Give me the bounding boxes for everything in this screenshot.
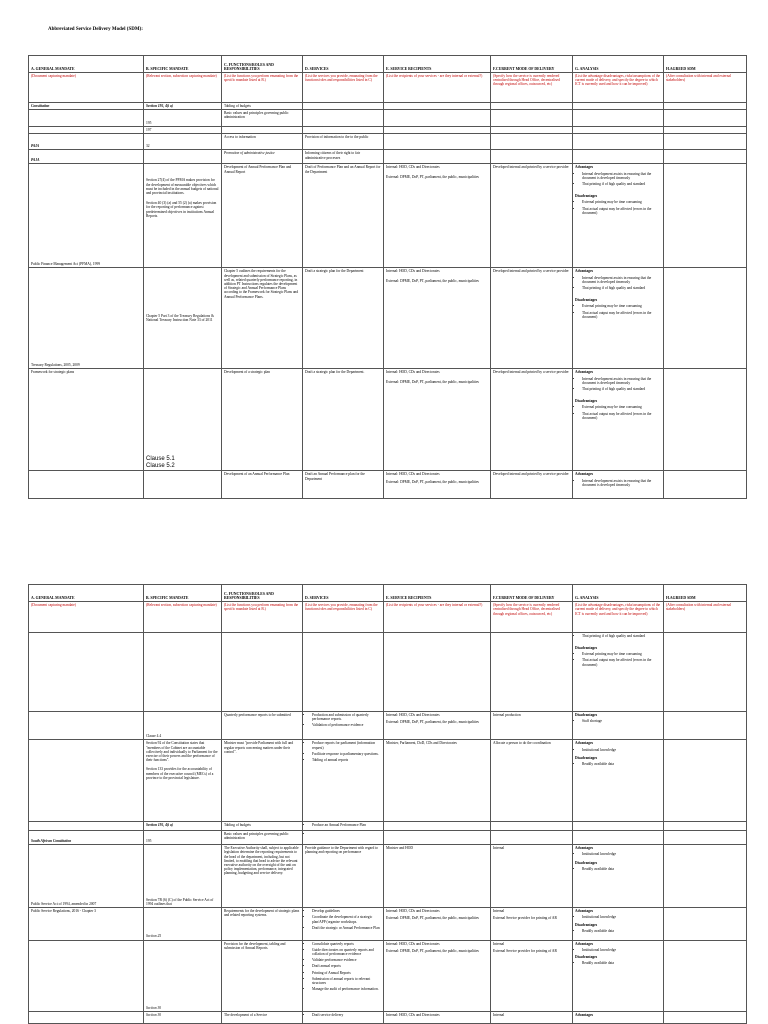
subheader-g: (List the advantage disadvantages, risks/assumptions of the current mode of delivery, and specify the degree to which ICT is currently used and how it can be improved)	[573, 602, 664, 632]
col-header-mode-of-delivery: F.CURRENT MODE OF DELIVERY	[491, 56, 573, 73]
list-item: • Manage the audit of performance information.	[312, 987, 381, 991]
cell-qpr-services	[303, 711, 384, 739]
col-header-general-mandate: A. GENERAL MANDATE	[29, 56, 144, 73]
cell-paja: PAJA	[29, 150, 144, 164]
cell-sec30-function: Provision for the development, tabling and submission of Annual Reports.	[222, 940, 303, 1011]
subheader-row	[29, 602, 747, 632]
cell-treasury-function: Chapter 5 outlines the requirements for the development and submission of Strategic Plans, as well as, related quarterly performance reporting, in addition PT Instructions regulates the development of Strategic and Annual Performance Plans according to the Framework for Strategic Plans and Annual Performance Plans.	[222, 268, 303, 369]
cell-sec30-services	[303, 940, 384, 1011]
cell-pfma-delivery: Developed internal and printed by a service provider	[491, 164, 573, 268]
cell-produce-app	[303, 821, 384, 830]
table-row	[29, 908, 747, 941]
subheader-d: (List the services you provide, emanating from the functions/roles and responsibilities listed in C)	[303, 602, 384, 632]
table-row	[29, 471, 747, 499]
list-item: • Readily available data	[582, 762, 661, 766]
col-header-specific-mandate: B. SPECIFIC MANDATE	[144, 585, 222, 602]
cell-pfma-analysis: Advantages • Internal development assists in ensuring that the document is developed timeously • That printing if of high quality and standard Disadvantages • External printing may be time consuming • That actual output may be affected (errors in the document)	[573, 164, 664, 268]
cell-tabling: Tabling of budgets	[222, 103, 303, 110]
sdm-table-page-1	[28, 55, 747, 499]
cell-basic-values: Basic values and principles governing public administration	[222, 110, 303, 127]
subheader-h: (After consultation with internal and external stakeholders)	[664, 73, 747, 103]
table-row	[29, 821, 747, 830]
table-row	[29, 1011, 747, 1023]
list-item: • Facilitate response to parliamentary questions.	[312, 752, 381, 756]
cell-psa-function: The Executive Authority shall, subject to applicable legislation determine the reporting requirements to the head of the department, including, but not limited, to enabling that head to advise the relevant executive authority on the oversight of the unit on policy implementation, performance, integrated planning, budgeting and service delivery.	[222, 845, 303, 908]
sdm-table-page-2	[28, 584, 747, 1024]
cell-psr-delivery: Internal External Service provider for printing of AR	[491, 908, 573, 941]
list-item: • That actual output may be affected (errors in the document)	[582, 207, 661, 215]
cell-constitution-recipients: Minister, Parliament, DoD, CDs and Directorates	[384, 740, 491, 821]
cell-framework-function: Development of a strategic plan	[222, 369, 303, 471]
pfma-section-40: Section 40 (3) (a) and 55 (2) (a) makes provision for the reporting of performance against predetermined objectives in institutions Annual Reports.	[146, 201, 217, 218]
pfma-section-27: Section 27(4) of the PFMA makes provision for the development of measurable objectives which must be included in the annual budgets of national and provincial institutions.	[146, 178, 219, 196]
table-row	[29, 940, 747, 1011]
cell-framework-analysis: Advantages • Internal development assists in ensuring that the document is developed timeously • That printing if of high quality and standard Disadvantages • External printing may be time consuming • That actual output may be affected (errors in the document)	[573, 369, 664, 471]
cell-constitution-analysis: Advantages • Institutional knowledge Disadvantages • Readily available data	[573, 740, 664, 821]
cell-framework: Framework for strategic plans	[29, 369, 144, 471]
cell-psa-act: Public Service Act of 1994, amended in 2007	[29, 845, 144, 908]
col-header-analysis: G. ANALYSIS	[573, 585, 664, 602]
list-item: • Institutional knowledge	[582, 748, 661, 752]
list-item: • Validation of performance evidence	[312, 723, 381, 727]
subheader-h: (After consultation with internal and external stakeholders)	[664, 602, 747, 632]
cell-section-30: Section 30	[144, 940, 222, 1011]
table-row	[29, 127, 747, 134]
document-title: Abbreviated Service Delivery Model (SDM):	[48, 27, 143, 32]
cell-app-service: Draft an Annual Performance plan for the Department	[303, 471, 384, 499]
table-row	[29, 632, 747, 711]
cell-continued-analysis: • That printing if of high quality and standard Disadvantages • External printing may be time consuming • That actual output may be affected (errors in the document)	[573, 632, 664, 711]
col-header-functions: C. FUNCTIONS/ROLES AND RESPONSIBILITIES	[222, 585, 303, 602]
cell-app-analysis: Advantages • Internal development assists in ensuring that the document is developed timeously	[573, 471, 664, 499]
subheader-c: (List the functions you perform emanating from the specific mandate listed at B.)	[222, 602, 303, 632]
list-item: • Submission of annual reports to relevant structures	[312, 977, 381, 985]
list-item: • Staff shortage	[582, 719, 661, 723]
table-row	[29, 150, 747, 164]
list-item: • Develop guidelines	[312, 909, 381, 913]
col-header-mode-of-delivery: F.CURRENT MODE OF DELIVERY	[491, 585, 573, 602]
col-header-agreed-sdm: H.AGREED SDM	[664, 585, 747, 602]
subheader-row	[29, 73, 747, 103]
cell-qpr-delivery: Internal production	[491, 711, 573, 739]
list-item: • That printing if of high quality and standard	[582, 387, 661, 391]
cell-constitution-specific: Section 92 of the Constitution states that "members of the Cabinet are accountable collectively and individually to Parliament for the exercise of their powers and the performance of their functions". Section 133 provides for the accountability of members of the executive council (MECs) of a province to the provincial legislature.	[144, 740, 222, 821]
list-item: • Draft annual reports	[312, 964, 381, 968]
cell-treasury-analysis: Advantages • Internal development assists in ensuring that the document is developed timeously • That printing if of high quality and standard Disadvantages • External printing may be time consuming • That actual output may be affected (errors in the document)	[573, 268, 664, 369]
col-header-recipients: E. SERVICE RECIPIENTS	[384, 56, 491, 73]
cell-last-analysis: Advantages	[573, 1011, 664, 1023]
cell-constitution: Constitution	[29, 103, 144, 110]
list-item: • That actual output may be affected (errors in the document)	[582, 311, 661, 319]
table-row	[29, 740, 747, 821]
list-item: • Draft service delivery	[312, 1013, 381, 1017]
list-item: • External printing may be time consuming	[582, 405, 661, 409]
list-item: • Readily available data	[582, 961, 661, 965]
col-header-services: D. SERVICES	[303, 585, 384, 602]
list-item: • External printing may be time consuming	[582, 304, 661, 308]
subheader-b: (Relevant section, subsection capturing mandate)	[144, 602, 222, 632]
list-item: • Internal development assists in ensuring that the document is developed timeously	[582, 377, 661, 385]
cell-sec30-delivery: Internal External Service provider for printing of AR	[491, 940, 573, 1011]
list-item: • Readily available data	[582, 929, 661, 933]
list-item: • Draft the strategic or Annual Performance Plan	[312, 926, 381, 930]
cell-treasury-service: Draft a strategic plan for the Department	[303, 268, 384, 369]
cell-clause-44: Clause 4.4	[144, 711, 222, 739]
cell-framework-service: Draft a strategic plan for the Department.	[303, 369, 384, 471]
cell-provision-info: Provision of information to the to the public	[303, 134, 384, 150]
cell-tabling: Tabling of budgets	[222, 821, 303, 830]
list-item: • Guide directorates on quarterly reports and collation of performance evidence	[312, 948, 381, 956]
list-item: • Internal development assists in ensuring that the document is developed timeously	[582, 479, 661, 487]
table-row	[29, 268, 747, 369]
cell-basic-values: Basic values and principles governing public administration	[222, 830, 303, 844]
list-item: • Internal development assists in ensuring that the document is developed timeously	[582, 172, 661, 180]
cell-psa-analysis: Advantages • Institutional knowledge Disadvantages • Readily available data	[573, 845, 664, 908]
cell-empty-bullet	[303, 830, 384, 844]
cell-framework-delivery: Developed internal and printed by a service provider	[491, 369, 573, 471]
subheader-e: (List the recipients of your services - are they internal or external?)	[384, 73, 491, 103]
cell-treasury-delivery: Developed internal and printed by a service provider	[491, 268, 573, 369]
cell-treasury-recipients: Internal: HOD, CDs and Directorates External: DPME, DoP, PT, parliament, the public, municipalities	[384, 268, 491, 369]
list-item: • Validate performance evidence	[312, 958, 381, 962]
cell-pfma-function: Development of Annual Performance Plan and Annual Report	[222, 164, 303, 268]
list-item: • Production and submission of quarterly performance reports.	[312, 713, 381, 721]
cell-constitution-function: Minister must "provide Parliament with full and regular reports concerning matters under their control".	[222, 740, 303, 821]
table-row	[29, 103, 747, 110]
cell-195: 195	[144, 830, 222, 844]
cell-197: 197	[144, 127, 222, 134]
cell-psr: Public Service Regulations, 2016 - Chapter 3	[29, 908, 144, 941]
col-header-analysis: G. ANALYSIS	[573, 56, 664, 73]
list-item: • Institutional knowledge	[582, 852, 661, 856]
subheader-c: (List the functions you perform emanating from the specific mandate listed at B.)	[222, 73, 303, 103]
list-item: • Produce reports for parliament (information request)	[312, 741, 381, 749]
subheader-a: (Document capturing mandate)	[29, 73, 144, 103]
cell-psa-recipients: Minister and HOD	[384, 845, 491, 908]
list-item: • Readily available data	[582, 867, 661, 871]
list-item: • That printing if of high quality and standard	[582, 634, 661, 638]
col-header-specific-mandate: B. SPECIFIC MANDATE	[144, 56, 222, 73]
cell-psr-analysis: Advantages • Institutional knowledge Disadvantages • Readily available data	[573, 908, 664, 941]
subheader-a: (Document capturing mandate)	[29, 602, 144, 632]
list-item: • That actual output may be affected (errors in the document)	[582, 658, 661, 666]
table-row	[29, 845, 747, 908]
subheader-d: (List the services you provide, emanating from the functions/roles and responsibilities listed in C)	[303, 73, 384, 103]
cell-treasury-specific: Chapter 5 Part 3 of the Treasury Regulations & National Treasury Instruction Note 33 of 2011	[144, 268, 222, 369]
cell-access-info: Access to information	[222, 134, 303, 150]
cell-framework-recipients: Internal: HOD, CDs and Directorates External: DPME, DoP, PT, parliament, the public, municipalities	[384, 369, 491, 471]
col-header-recipients: E. SERVICE RECIPIENTS	[384, 585, 491, 602]
header-row	[29, 585, 747, 602]
list-item: • That printing if of high quality and standard	[582, 286, 661, 290]
cell-last-function: The development of a Service	[222, 1011, 303, 1023]
table-row	[29, 830, 747, 844]
cell-qpr-function: Quarterly performance reports to be submitted	[222, 711, 303, 739]
cell-psa-service: Provide guidance to the Department with regard to planning and reporting on performance	[303, 845, 384, 908]
cell-app-function: Development of an Annual Performance Plan	[222, 471, 303, 499]
list-item: • Institutional knowledge	[582, 915, 661, 919]
list-item: • That printing if of high quality and standard	[582, 182, 661, 186]
cell-psr-function: Requirements for the development of strategic plans and related reporting systems.	[222, 908, 303, 941]
cell-pfma-service: Draft of Performance Plan and an Annual Report for the Department	[303, 164, 384, 268]
col-header-services: D. SERVICES	[303, 56, 384, 73]
cell-32: 32	[144, 134, 222, 150]
list-item: • External printing may be time consuming	[582, 652, 661, 656]
cell-195: 195	[144, 110, 222, 127]
list-item: • Consolidate quarterly reports	[312, 942, 381, 946]
cell-promotion: Promotion of administrative justice	[222, 150, 303, 164]
cell-sec30-analysis: Advantages • Institutional knowledge Disadvantages • Readily available data	[573, 940, 664, 1011]
cell-last-recipients: Internal: HOD, CDs and Directorates	[384, 1011, 491, 1023]
table-row	[29, 164, 747, 268]
list-item: • Tabling of annual reports	[312, 758, 381, 762]
cell-section-195: Section 195, 4(i a)	[144, 821, 222, 830]
table-row	[29, 369, 747, 471]
table-row	[29, 110, 747, 127]
subheader-f: (Specify how the service is currently rendered centralised through Head Office, decentralised through regional offices, outsourced, etc)	[491, 73, 573, 103]
cell-paia: PAIA	[29, 134, 144, 150]
col-header-agreed-sdm: H.AGREED SDM	[664, 56, 747, 73]
cell-pfma-recipients: Internal: HOD, CDs and Directorates External: DPME, DoP, PT, parliament, the public, municipalities	[384, 164, 491, 268]
cell-sa-constitution: South African Constitution	[29, 830, 144, 844]
cell-app-recipients: Internal: HOD, CDs and Directorates External: DPME, DoP, PT, parliament, the public, municipalities	[384, 471, 491, 499]
col-header-general-mandate: A. GENERAL MANDATE	[29, 585, 144, 602]
cell-sec30-recipients: Internal: HOD, CDs and Directorates External: DPME, DoP, PT, parliament, the public, municipalities	[384, 940, 491, 1011]
subheader-e: (List the recipients of your services - are they internal or external?)	[384, 602, 491, 632]
cell-constitution-delivery: Allocate a person to do the coordination	[491, 740, 573, 821]
cell-psa-delivery: Internal	[491, 845, 573, 908]
cell-qpr-recipients: Internal: HOD, CDs and Directorates External: DPME, DoP, PT, parliament, the public, municipalities	[384, 711, 491, 739]
subheader-f: (Specify how the service is currently rendered centralised through Head Office, decentralised through regional offices, outsourced, etc)	[491, 602, 573, 632]
cell-clauses: Clause 5.1 Clause 5.2	[144, 369, 222, 471]
cell-last-delivery: Internal	[491, 1011, 573, 1023]
list-item: • Institutional knowledge	[582, 948, 661, 952]
cell-psr-recipients: Internal: HOD, CDs and Directorates External: DPME, DoP, PT, parliament, the public, municipalities	[384, 908, 491, 941]
list-item: • Printing of Annual Reports	[312, 971, 381, 975]
cell-pfma-act: Public Finance Management Act (PFMA), 1999	[29, 164, 144, 268]
table-row	[29, 711, 747, 739]
list-item: • That actual output may be affected (errors in the document)	[582, 412, 661, 420]
cell-constitution-services	[303, 740, 384, 821]
cell-treasury-regs: Treasury Regulations, 2005, 2009	[29, 268, 144, 369]
cell-informing: Informing citizens of their right to fair administrative processes	[303, 150, 384, 164]
cell-last-service	[303, 1011, 384, 1023]
header-row	[29, 56, 747, 73]
cell-psr-services	[303, 908, 384, 941]
cell-section-195: Section 195, 4(i a)	[144, 103, 222, 110]
cell-pfma-specific	[144, 164, 222, 268]
list-item: • Produce an Annual Performance Plan	[312, 823, 381, 827]
cell-psa-specific: Section 7B (6) (C) of the Public Service Act of 1994 outlines that	[144, 845, 222, 908]
cell-app-delivery: Developed internal and printed by a service provider	[491, 471, 573, 499]
cell-section-25: Section 25	[144, 908, 222, 941]
col-header-functions: C. FUNCTIONS/ROLES AND RESPONSIBILITIES	[222, 56, 303, 73]
cell-section-30b: Section 30	[144, 1011, 222, 1023]
subheader-b: (Relevant section, subsection capturing mandate)	[144, 73, 222, 103]
subheader-g: (List the advantage disadvantages, risks/assumptions of the current mode of delivery, and specify the degree to which ICT is currently used and how it can be improved)	[573, 73, 664, 103]
list-item: • Coordinate the development of a strategic plan/APP (organise workshops.	[312, 915, 381, 923]
table-row	[29, 134, 747, 150]
cell-qpr-analysis: Disadvantages • Staff shortage	[573, 711, 664, 739]
list-item: • Internal development assists in ensuring that the document is developed timeously	[582, 276, 661, 284]
list-item: • External printing may be time consuming	[582, 200, 661, 204]
